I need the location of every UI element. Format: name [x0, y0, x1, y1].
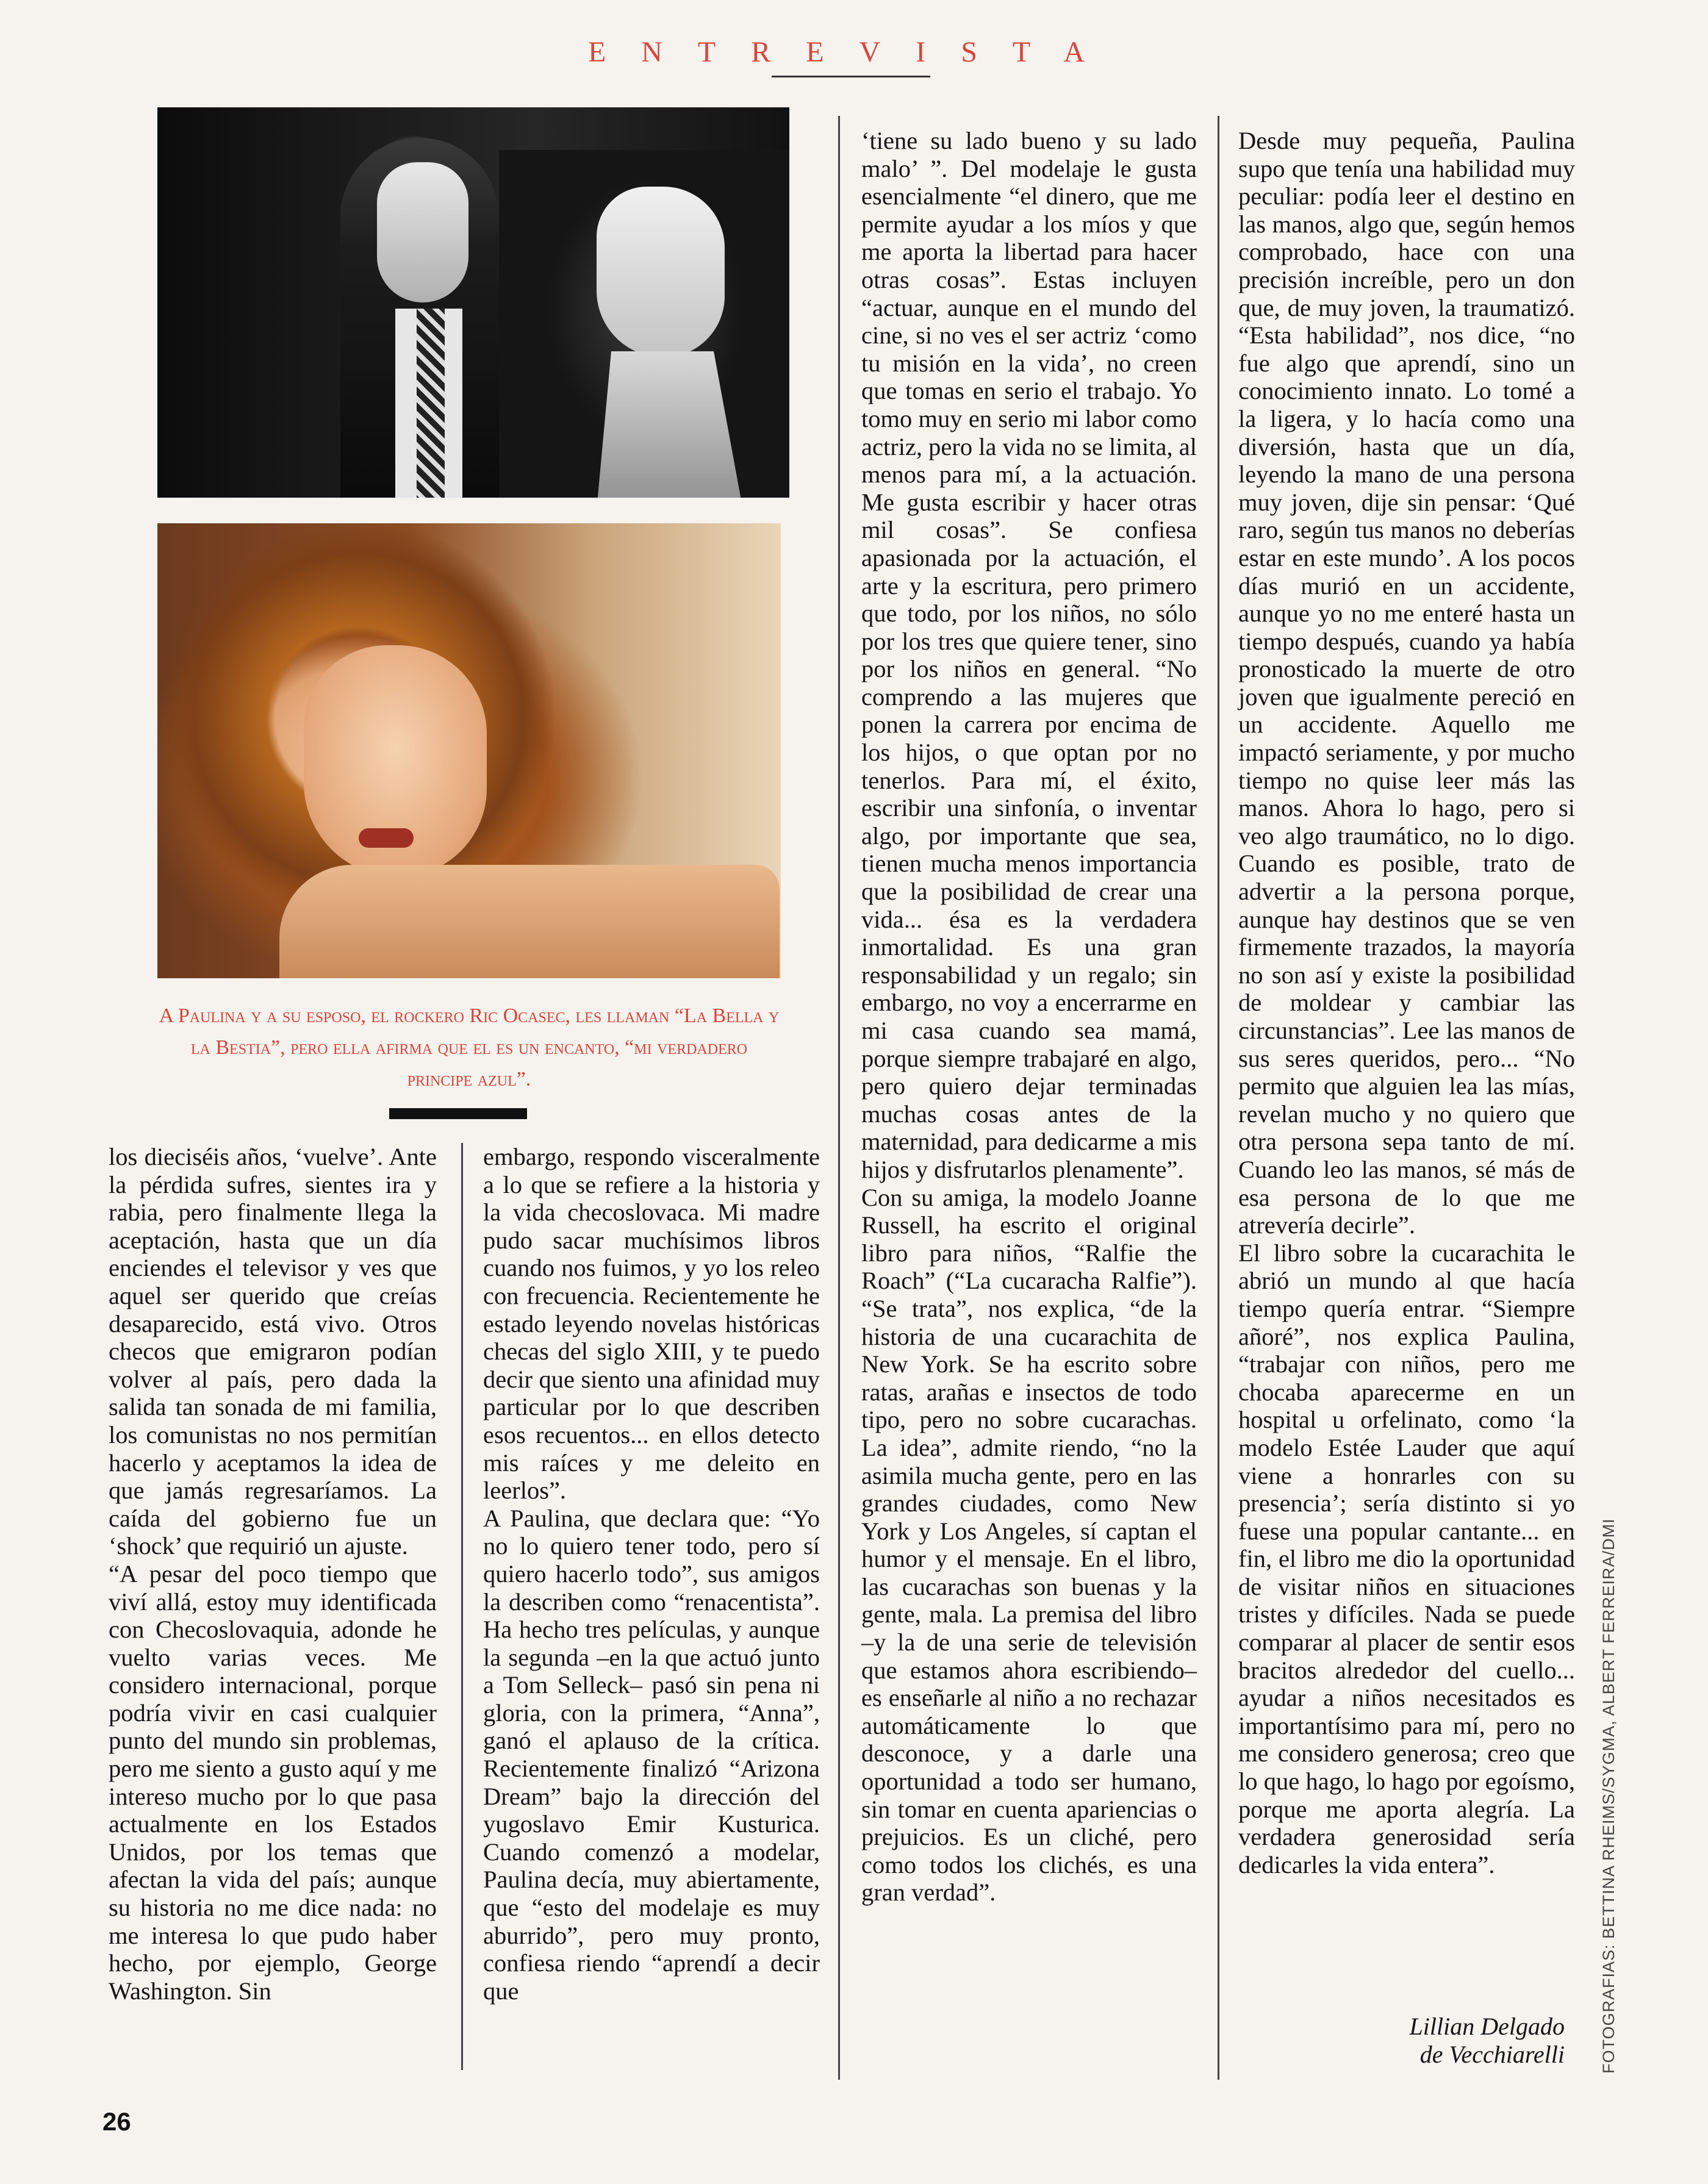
photo-couple	[157, 107, 789, 498]
portrait-lips	[359, 828, 414, 848]
paragraph: embargo, respondo visceralmente a lo que se refiere a la historia y la vida checoslovaca. Mi madre pudo sacar muchísimos libros cuando nos fuimos, y yo los releo con frecuencia. Recientemente he estado leyendo novelas históricas checas del siglo XIII, y te puedo decir que siento una afinidad muy particular por lo que describen esos recuentos... en ellos detecto mis raíces y me deleito en leerlos”.	[483, 1143, 820, 1505]
caption-divider	[389, 1108, 527, 1119]
page-number: 26	[102, 2107, 131, 2136]
column-divider	[838, 116, 840, 2080]
author-signature	[1238, 2013, 1565, 2069]
portrait-arm	[279, 865, 780, 978]
article-column-3	[861, 127, 1197, 1907]
article-column-1	[109, 1143, 437, 2005]
photo-woman-face	[597, 187, 725, 357]
photo-man-face	[377, 162, 468, 303]
paragraph: “A pesar del poco tiempo que viví allá, estoy muy identificada con Checoslovaquia, adonde he vuelto varias veces. Me considero internacional, porque podría vivir en casi cualquier punto del mundo sin problemas, pero me siento a gusto aquí y me intereso mucho por lo que pasa actualmente en los Estados Unidos, por los temas que afectan la vida del país; aunque su historia no me dice nada: no me interesa lo que pudo haber hecho, por ejemplo, George Washington. Sin	[109, 1559, 437, 2005]
article-column-2	[483, 1143, 820, 2005]
header-underline	[772, 76, 930, 77]
photo-credit: FOTOGRAFIAS: BETTINA RHEIMS/SYGMA, ALBERT FERREIRA/DMI	[1599, 1518, 1618, 2074]
section-header: ENTREVISTA	[587, 36, 1121, 68]
paragraph: Con su amiga, la modelo Joanne Russell, ha escrito el original libro para niños, “Ralfie the Roach” (“La cucaracha Ralfie”). “Se trata”, nos explica, “de la historia de una cucarachita de New York. Se ha escrito sobre ratas, arañas e insectos de todo tipo, pero no sobre cucarachas. La idea”, admite riendo, “no la asimila mucha gente, pero en las grandes ciudades, como New York y Los Angeles, sí captan el humor y el mensaje. En el libro, las cucarachas son buenas y la gente, mala. La premisa del libro –y la de una serie de televisión que estamos ahora escribiendo– es enseñarle al niño a no rechazar automáticamente lo que desconoce, y a darle una oportunidad a todo ser humano, sin tomar en cuenta apariencias o prejuicios. Es un cliché, pero como todos los clichés, es una gran verdad”.	[861, 1183, 1197, 1907]
author-surname: de Vecchiarelli	[1419, 2041, 1565, 2068]
paragraph: Desde muy pequeña, Paulina supo que tenía una habilidad muy peculiar: podía leer el destino en las manos, algo que, según hemos comprobado, hace con una precisión increíble, pero un don que, de muy joven, la traumatizó. “Esta habilidad”, nos dice, “no fue algo que aprendí, sino un conocimiento innato. Lo tomé a la ligera, y lo hacía como una diversión, hasta que un día, leyendo la mano de una persona muy joven, dije sin pensar: ‘Qué raro, según tus manos no deberías estar en este mundo’. A los pocos días murió en un accidente, aunque yo no me enteré hasta un tiempo después, cuando ya había pronosticado la muerte de otro joven que igualmente pereció en un accidente. Aquello me impactó seriamente, y por mucho tiempo no quise leer más las manos. Ahora lo hago, pero si veo algo traumático, no lo digo. Cuando es posible, trato de advertir a la persona porque, aunque hay destinos que se ven firmemente trazados, la mayoría no son así y existe la posibilidad de moldear y cambiar las circunstancias”. Lee las manos de sus seres queridos, pero... “No permito que alguien lea las mías, revelan mucho y no quiero que otra persona sepa tanto de mí. Cuando leo las manos, sé más de esa persona de lo que me atrevería decirle”.	[1238, 127, 1575, 1239]
paragraph: los dieciséis años, ‘vuelve’. Ante la pérdida sufres, sientes ira y rabia, pero finalmente llega la aceptación, hasta que un día enciendes el televisor y ves que aquel ser querido que creías desaparecido, está vivo. Otros checos que emigraron podían volver al país, pero dada la salida tan sonada de mi familia, los comunistas no nos permitían hacerlo y aceptamos la idea de que jamás regresaríamos. La caída del gobierno fue un ‘shock’ que requirió un ajuste.	[109, 1143, 437, 1560]
photo-man-tie	[417, 309, 445, 498]
paragraph: ‘tiene su lado bueno y su lado malo’ ”. Del modelaje le gusta esencialmente “el dinero, que me permite ayudar a los míos y que me aporta la libertad para hacer otras cosas”. Estas incluyen “actuar, aunque en el mundo del cine, si no ves el ser actriz ‘como tu misión en la vida’, no creen que tomas en serio el trabajo. Yo tomo muy en serio mi labor como actriz, pero la vida no se limita, al menos para mí, a la actuación. Me gusta escribir y hacer otras mil cosas”. Se confiesa apasionada por la actuación, el arte y la escritura, pero primero que todo, por los niños, no sólo por los tres que quiere tener, sino por los niños en general. “No comprendo a las mujeres que ponen la carrera por encima de los hijos, o que optan por no tenerlos. Para mí, el éxito, escribir una sinfonía, o inventar algo, por importante que sea, tienen mucha menos importancia que la posibilidad de crear una vida... ésa es la verdadera inmortalidad. Es una gran responsabilidad y un regalo; sin embargo, no voy a encerrarme en mi casa cuando sea mamá, porque siempre trabajaré en algo, pero quiero dejar terminadas muchas cosas antes de la maternidad, para dedicarme a mis hijos y disfrutarlos plenamente”.	[861, 127, 1197, 1183]
paragraph: El libro sobre la cucarachita le abrió un mundo al que hacía tiempo quería entrar. “Siempre añoré”, nos explica Paulina, “trabajar con niños, pero me chocaba aparecerme en un hospital u orfelinato, como ‘la modelo Estée Lauder que aquí viene a honrarles con su presencia’; sería distinto si yo fuese una popular cantante... en fin, el libro me dio la oportunidad de visitar niños en situaciones tristes y difíciles. Nada se puede comparar al placer de sentir esos bracitos alrededor del cuello... ayudar a niños necesitados es importantísimo para mí, pero no me considero generosa; creo que lo que hago, lo hago por egoísmo, porque me aporta alegría. La verdadera generosidad sería dedicarles la vida entera”.	[1238, 1239, 1575, 1878]
photo-portrait	[157, 523, 781, 978]
author-name: Lillian Delgado	[1409, 2013, 1565, 2040]
photo-caption: A Paulina y a su esposo, el rockero Ric Ocasec, les llaman “La Bella y la Bestia”, pero ella afirma que el es un encanto, “mi verdadero principe azul”.	[159, 1004, 780, 1090]
paragraph: A Paulina, que declara que: “Yo no lo quiero tener todo, pero sí quiero hacerlo todo”, sus amigos la describen como “renacentista”. Ha hecho tres películas, y aunque la segunda –en la que actuó junto a Tom Selleck– pasó sin pena ni gloria, con la primera, “Anna”, ganó el aplauso de la crítica. Recientemente finalizó “Arizona Dream” bajo la dirección del yugoslavo Emir Kusturica. Cuando comenzó a modelar, Paulina decía, muy abiertamente, que “esto del modelaje es muy aburrido”, pero muy pronto, confiesa riendo “aprendí a decir que	[483, 1504, 820, 2005]
column-divider	[1218, 116, 1219, 2080]
article-column-4	[1238, 127, 1575, 1878]
column-divider	[461, 1143, 463, 2070]
